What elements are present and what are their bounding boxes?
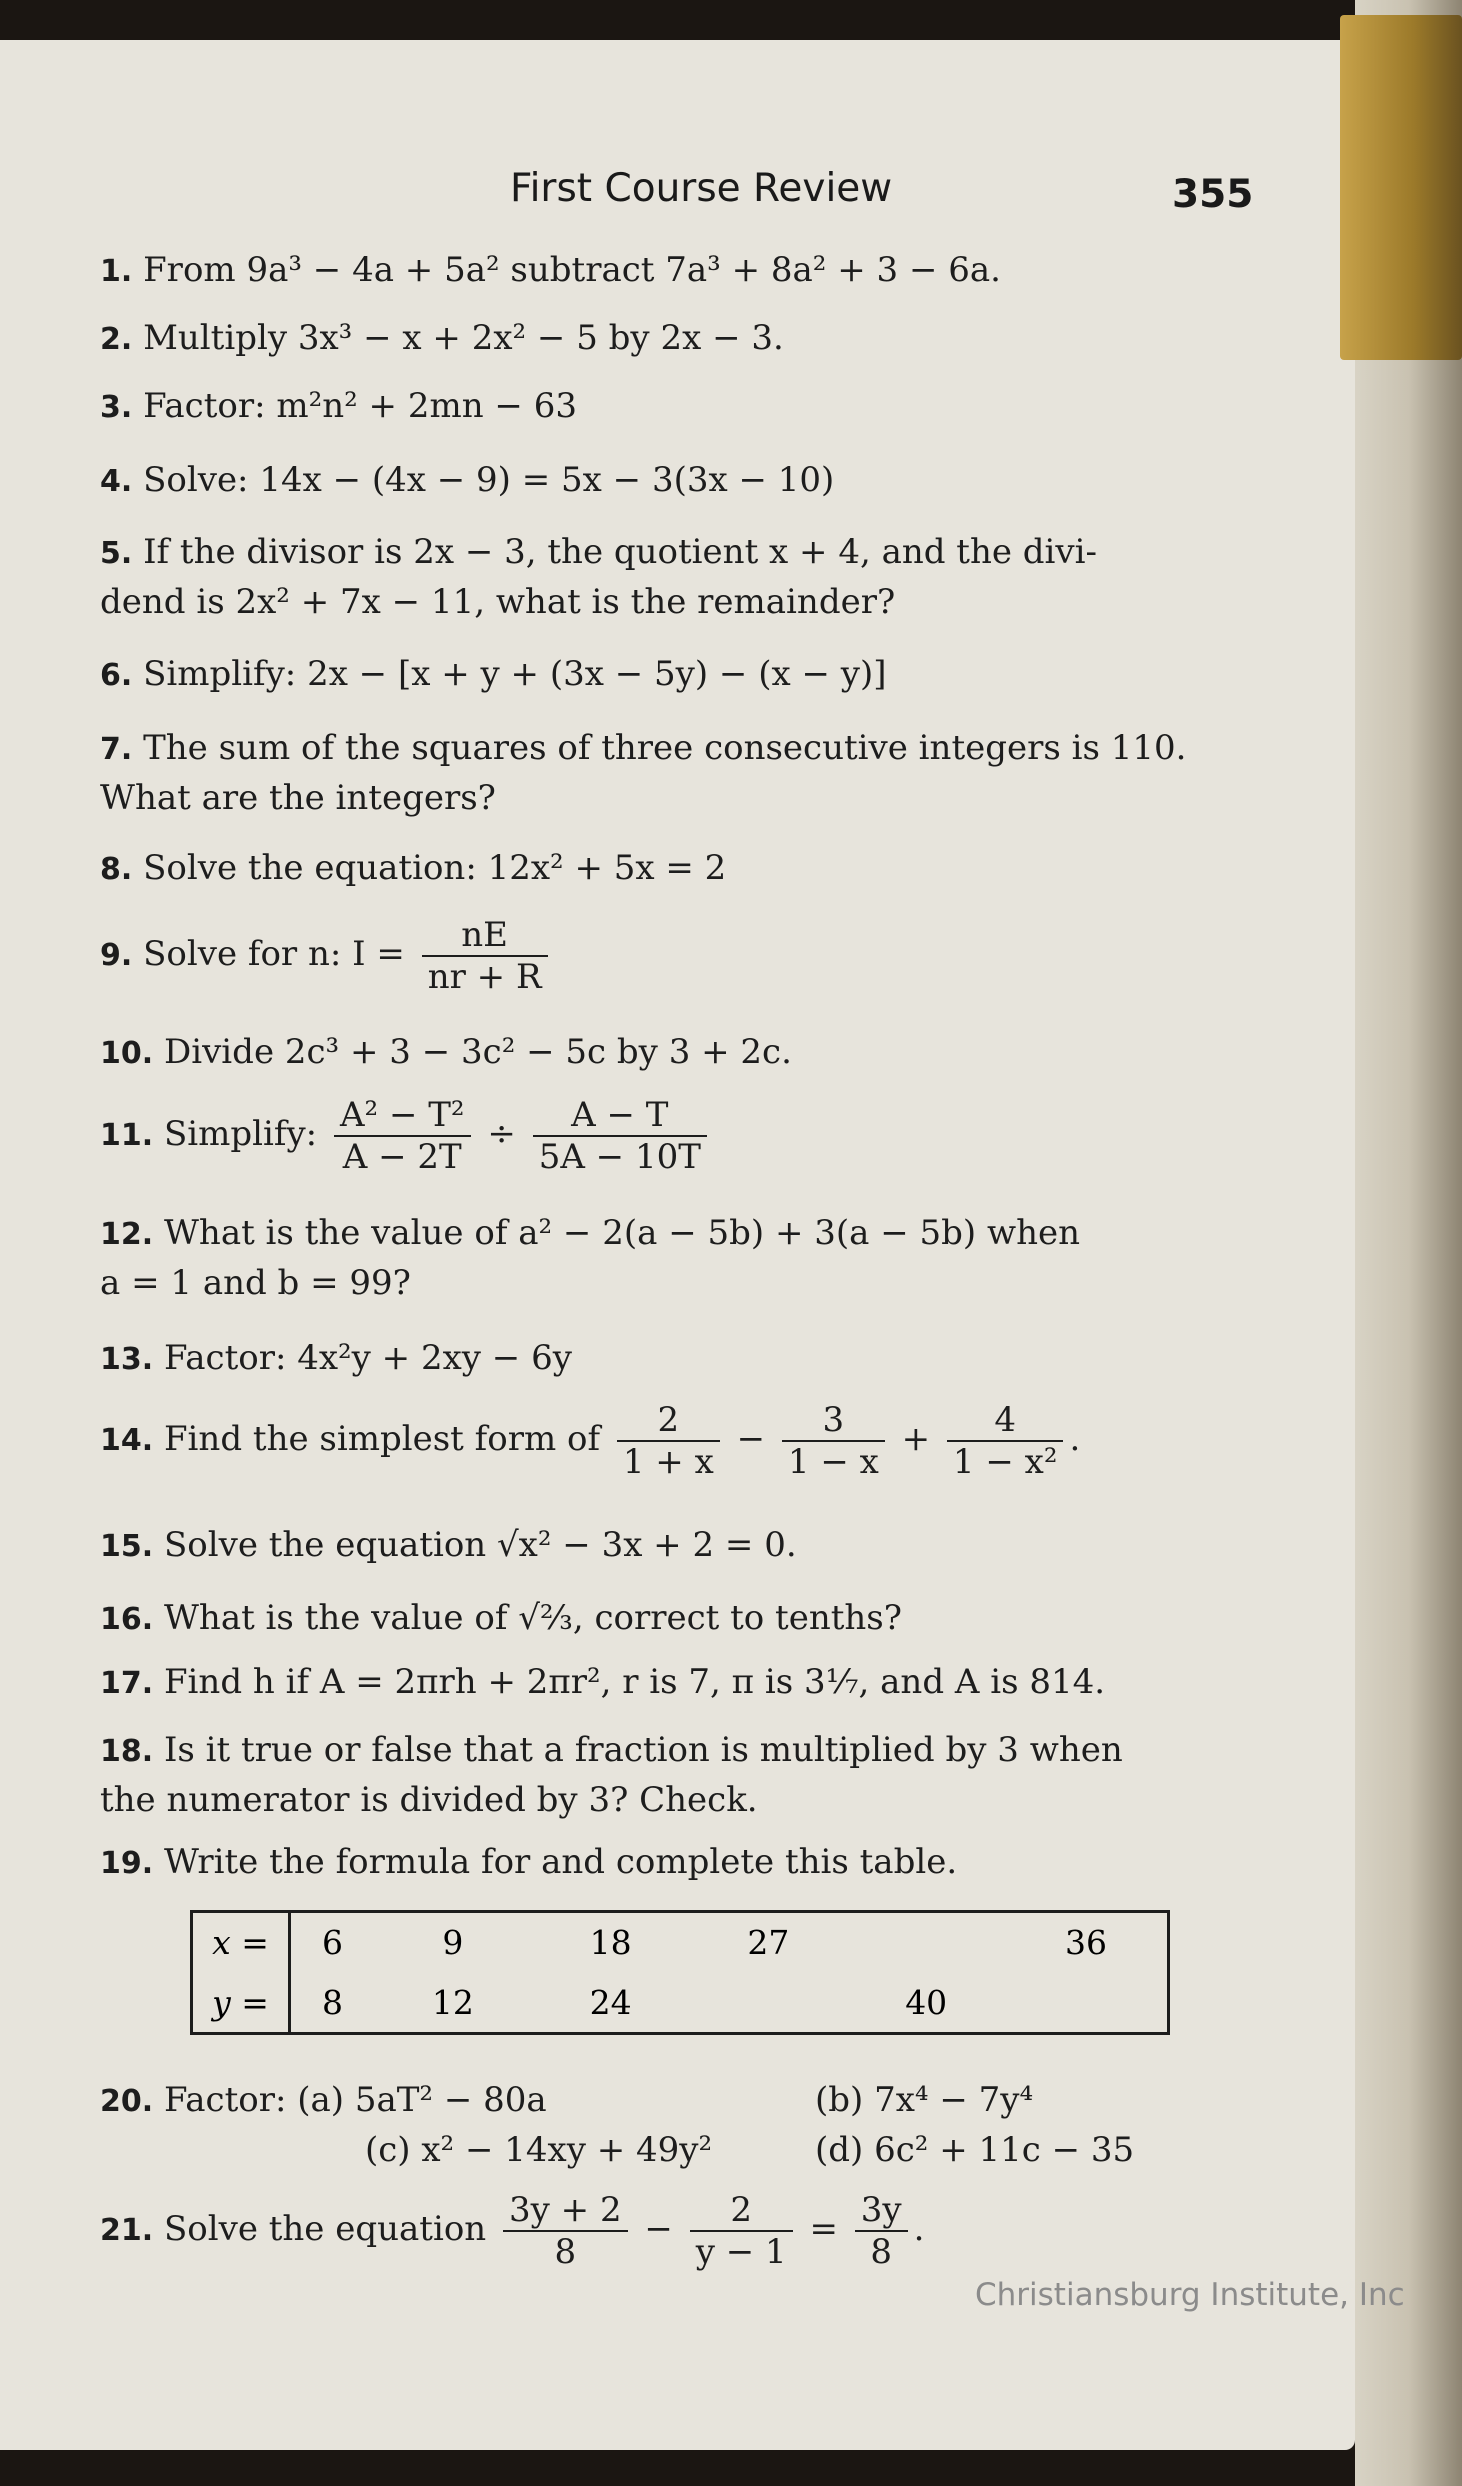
problem-5: 5. If the divisor is 2x − 3, the quotient x + 4, and the divi-	[100, 532, 1098, 572]
problem-9: 9. Solve for n: I = $\frac{nE}{nr + R}$	[100, 915, 554, 997]
page-edge	[1355, 0, 1462, 2486]
fraction: $\frac{3}{1 - x}$	[782, 1400, 885, 1482]
problem-6: 6. Simplify: 2x − [x + y + (3x − 5y) − (x − y)]	[100, 654, 887, 694]
fraction: $\frac{A - T}{5A - 10T}$	[533, 1095, 707, 1177]
problem-21: 21. Solve the equation $\frac{3y + 2}{8}$ − $\frac{2}{y - 1}$ = $\frac{3y}{8}$ .	[100, 2190, 925, 2272]
problem-16: 16. What is the value of √⅔, correct to tenths?	[100, 1598, 902, 1638]
problem-3: 3. Factor: m²n² + 2mn − 63	[100, 386, 577, 426]
fraction: $\frac{4}{\text{1 − x²}}$	[947, 1400, 1064, 1482]
problem-7: 7. The sum of the squares of three consecutive integers is 110.	[100, 728, 1187, 768]
xy-table	[190, 1910, 1170, 2035]
watermark: Christiansburg Institute, Inc	[975, 2277, 1405, 2313]
fraction: $\frac{2}{y - 1}$	[690, 2190, 793, 2272]
table-row: y = 8 12 24 40	[192, 1973, 1169, 2034]
fraction: $\frac{3y + 2}{8}$	[503, 2190, 628, 2272]
page-number: 355	[1172, 172, 1254, 217]
problem-17: 17. Find h if A = 2πrh + 2πr², r is 7, π is 3⅐, and A is 814.	[100, 1662, 1106, 1702]
problem-13: 13. Factor: 4x²y + 2xy − 6y	[100, 1338, 572, 1378]
problem-20-c: (c) x² − 14xy + 49y²	[365, 2130, 713, 2170]
fraction: $\frac{3y}{8}$	[855, 2190, 908, 2272]
problem-12: 12. What is the value of a² − 2(a − 5b) + 3(a − 5b) when	[100, 1213, 1081, 1253]
problem-19: 19. Write the formula for and complete this table.	[100, 1842, 958, 1882]
fraction: $\frac{nE}{nr + R}$	[422, 915, 548, 997]
problem-8: 8. Solve the equation: 12x² + 5x = 2	[100, 848, 727, 888]
problem-4: 4. Solve: 14x − (4x − 9) = 5x − 3(3x − 10)	[100, 460, 835, 500]
table-row: x = 6 9 18 27 36	[192, 1912, 1169, 1973]
problem-18-cont: the numerator is divided by 3? Check.	[100, 1780, 758, 1820]
problem-18: 18. Is it true or false that a fraction is multiplied by 3 when	[100, 1730, 1123, 1770]
problem-7-cont: What are the integers?	[100, 778, 496, 818]
problem-11: 11. Simplify: $\frac{\text{A² − T²}}{A - 2T}$ ÷ $\frac{A - T}{5A - 10T}$	[100, 1095, 713, 1177]
problem-12-cont: a = 1 and b = 99?	[100, 1263, 411, 1303]
problem-20-b: (b) 7x⁴ − 7y⁴	[815, 2080, 1034, 2120]
fraction: $\frac{2}{1 + x}$	[617, 1400, 720, 1482]
index-tab	[1340, 15, 1462, 360]
problem-1: 1. From 9a³ − 4a + 5a² subtract 7a³ + 8a² + 3 − 6a.	[100, 250, 1001, 290]
problem-20: 20. Factor: (a) 5aT² − 80a	[100, 2080, 547, 2120]
page-title: First Course Review	[510, 166, 893, 211]
problem-10: 10. Divide 2c³ + 3 − 3c² − 5c by 3 + 2c.	[100, 1032, 792, 1072]
problem-15: 15. Solve the equation √x² − 3x + 2 = 0.	[100, 1525, 797, 1565]
fraction: $\frac{\text{A² − T²}}{A - 2T}$	[334, 1095, 471, 1177]
problem-20-d: (d) 6c² + 11c − 35	[815, 2130, 1135, 2170]
problem-2: 2. Multiply 3x³ − x + 2x² − 5 by 2x − 3.	[100, 318, 784, 358]
problem-14: 14. Find the simplest form of $\frac{2}{1 + x}$ − $\frac{3}{1 - x}$ + $\frac{4}{\text{1 − x²}}$ .	[100, 1400, 1081, 1482]
problem-5-cont: dend is 2x² + 7x − 11, what is the remainder?	[100, 582, 896, 622]
